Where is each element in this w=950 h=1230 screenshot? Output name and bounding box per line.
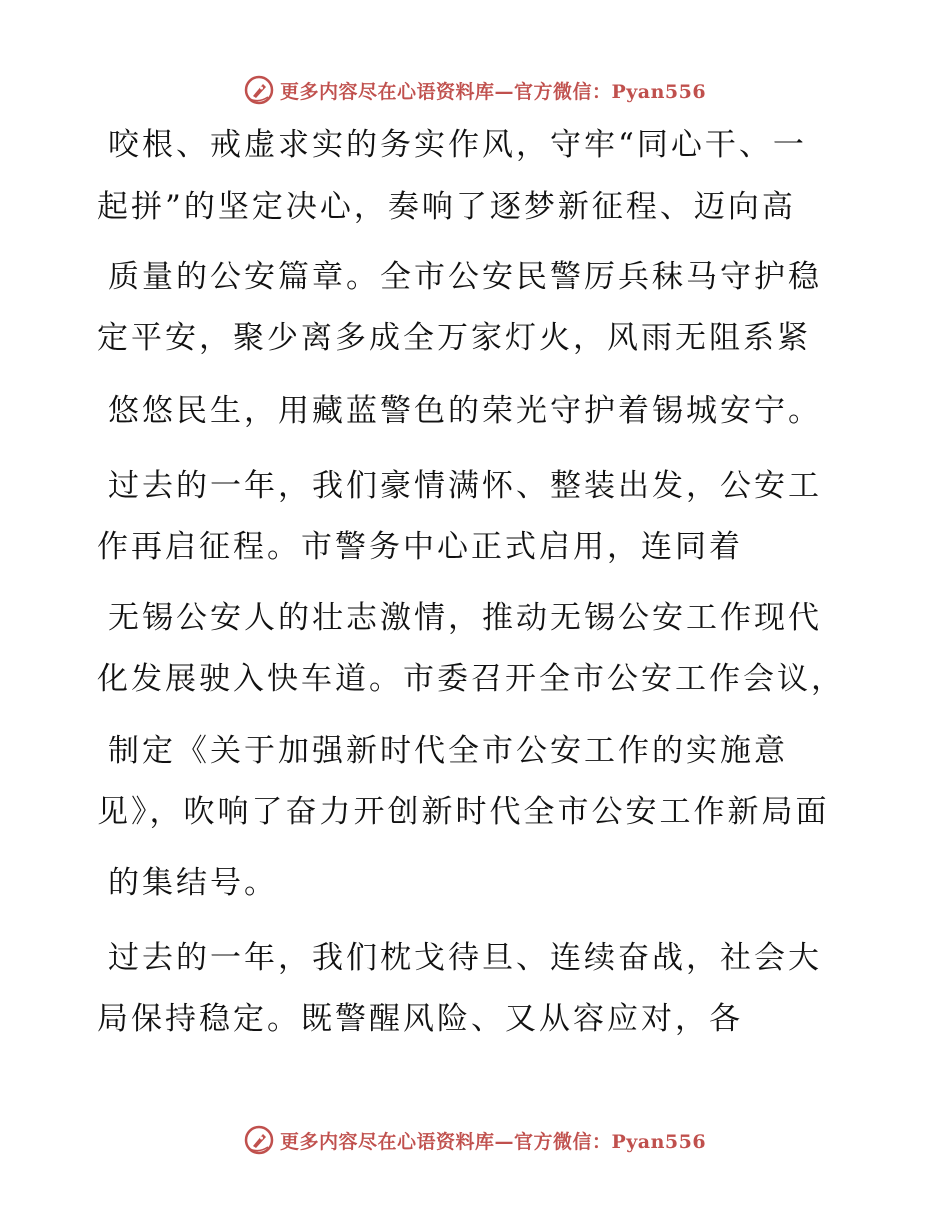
text-line: 质量的公安篇章。全市公安民警厉兵秣马守护稳 bbox=[108, 259, 822, 295]
pen-nib-logo-icon bbox=[244, 75, 274, 105]
text-line: 制定《关于加强新时代全市公安工作的实施意 bbox=[108, 733, 788, 769]
pen-nib-logo-icon bbox=[244, 1125, 274, 1155]
text-line: 过去的一年，我们枕戈待旦、连续奋战，社会大 bbox=[108, 940, 822, 976]
text-line: 悠悠民生，用藏蓝警色的荣光守护着锡城安宁。 bbox=[108, 393, 822, 429]
text-line: 的集结号。 bbox=[108, 865, 278, 901]
text-line: 局保持稳定。既警醒风险、又从容应对，各 bbox=[97, 1001, 743, 1037]
text-line: 见》，吹响了奋力开创新时代全市公安工作新局面 bbox=[97, 794, 830, 830]
text-line: 起拼”的坚定决心，奏响了逐梦新征程、迈向高 bbox=[97, 189, 796, 225]
watermark-text: 更多内容尽在心语资料库—官方微信：Pyan556 bbox=[279, 80, 707, 103]
text-line: 咬根、戒虚求实的务实作风，守牢“同心干、一 bbox=[108, 127, 807, 163]
text-line: 过去的一年，我们豪情满怀、整装出发，公安工 bbox=[108, 468, 822, 504]
text-line: 化发展驶入快车道。市委召开全市公安工作会议， bbox=[97, 661, 845, 697]
footer-watermark bbox=[0, 1120, 950, 1160]
text-line: 作再启征程。市警务中心正式启用，连同着 bbox=[97, 529, 743, 565]
text-line: 定平安，聚少离多成全万家灯火，风雨无阻系紧 bbox=[97, 320, 811, 356]
text-line: 无锡公安人的壮志激情，推动无锡公安工作现代 bbox=[108, 600, 822, 636]
header-watermark bbox=[0, 70, 950, 110]
watermark-text: 更多内容尽在心语资料库—官方微信：Pyan556 bbox=[279, 1130, 707, 1153]
